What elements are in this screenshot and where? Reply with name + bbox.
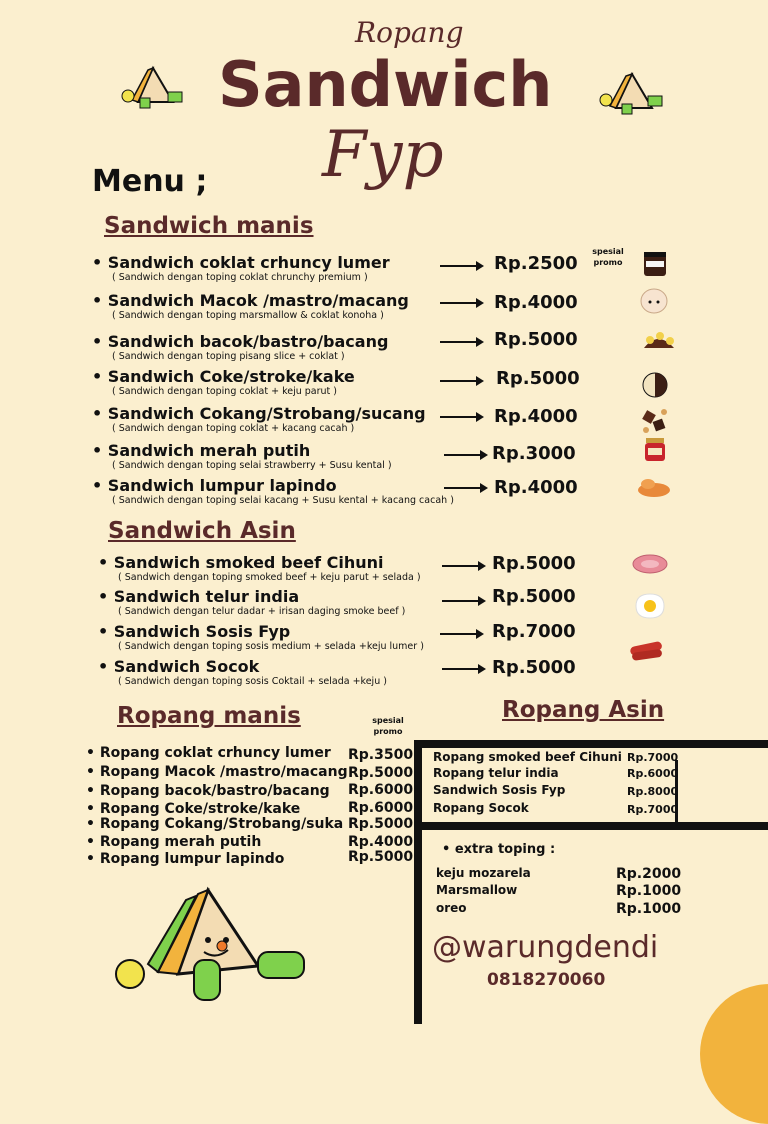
sandwich-mascot-icon (598, 68, 668, 116)
peanut-butter-icon (634, 474, 674, 500)
arrow-icon (440, 380, 482, 382)
list-item-name: • Ropang coklat crhuncy lumer (86, 745, 331, 761)
list-item-price: Rp.3500 (348, 747, 414, 763)
list-item-price: Rp.7000 (627, 751, 679, 764)
item-desc: ( Sandwich dengan toping sosis medium + selada +keju lumer ) (118, 641, 424, 652)
chocolate-cheese-icon (640, 370, 670, 400)
section-title-sandwich-manis: Sandwich manis (104, 213, 314, 239)
item-price: Rp.5000 (496, 368, 580, 389)
item-price: Rp.5000 (492, 586, 576, 607)
sandwich-mascot-icon (108, 884, 308, 1014)
item-name: • Sandwich coklat crhuncy lumer (92, 253, 472, 272)
item-desc: ( Sandwich dengan toping selai kacang + Susu kental + kacang cacah ) (112, 495, 454, 506)
item-price: Rp.5000 (492, 657, 576, 678)
item-name: • Sandwich Sosis Fyp (98, 622, 478, 641)
menu-item (98, 553, 478, 583)
brand-fyp-title: Fyp (322, 118, 444, 192)
arrow-icon (442, 600, 484, 602)
item-name: • Sandwich bacok/bastro/bacang (92, 332, 472, 351)
smoked-beef-icon (630, 550, 670, 576)
item-desc: ( Sandwich dengan telur dadar + irisan daging smoke beef ) (118, 606, 406, 617)
contact-handle: @warungdendi (432, 930, 659, 965)
sandwich-mascot-icon (118, 62, 188, 110)
item-price: Rp.4000 (494, 406, 578, 427)
marshmallow-icon (638, 286, 670, 316)
corner-decoration (700, 984, 768, 1124)
item-name: • Sandwich merah putih (92, 441, 472, 460)
menu-item (98, 587, 478, 617)
chocolate-peanut-icon (636, 404, 672, 438)
list-item-price: Rp.6000 (348, 782, 414, 798)
list-item-name: • Ropang bacok/bastro/bacang (86, 783, 330, 799)
list-item-name: Sandwich Sosis Fyp (433, 783, 566, 797)
item-desc: ( Sandwich dengan toping marsmallow & coklat konoha ) (112, 310, 384, 321)
list-item-name: • Ropang lumpur lapindo (86, 851, 284, 867)
arrow-icon (440, 302, 482, 304)
list-item-price: Rp.5000 (348, 765, 414, 781)
item-name: • Sandwich telur india (98, 587, 478, 606)
menu-label: Menu ; (92, 164, 208, 199)
list-item-price: Rp.8000 (627, 785, 679, 798)
list-item-price: Rp.5000 (348, 849, 414, 865)
item-price: Rp.5000 (494, 329, 578, 350)
arrow-icon (440, 341, 482, 343)
menu-item (92, 291, 472, 321)
list-item-price: Rp.1000 (616, 883, 682, 899)
brand-main-title: Sandwich (218, 48, 553, 121)
divider (414, 740, 422, 1024)
item-desc: ( Sandwich dengan toping coklat + keju parut ) (112, 386, 338, 397)
list-item-price: Rp.7000 (627, 803, 679, 816)
list-item-price: Rp.4000 (348, 834, 414, 850)
list-item-price: Rp.6000 (627, 767, 679, 780)
menu-item (92, 441, 472, 471)
section-title-ropang-manis: Ropang manis (117, 703, 301, 729)
arrow-icon (440, 265, 482, 267)
section-title-sandwich-asin: Sandwich Asin (108, 518, 296, 544)
section-title-ropang-asin: Ropang Asin (502, 697, 665, 723)
item-price: Rp.2500 (494, 253, 578, 274)
promo-label: spesial promo (372, 716, 404, 736)
menu-item (92, 367, 472, 397)
arrow-icon (440, 416, 482, 418)
contact-phone: 0818270060 (487, 970, 606, 990)
chocolate-jar-icon (640, 248, 670, 278)
item-desc: ( Sandwich dengan toping coklat chrunchy premium ) (112, 272, 368, 283)
extra-title-text: extra toping : (454, 842, 556, 857)
item-desc: ( Sandwich dengan toping pisang slice + coklat ) (112, 351, 345, 362)
arrow-icon (444, 487, 486, 489)
list-item-price: Rp.2000 (616, 866, 682, 882)
list-item-name: • Ropang Coke/stroke/kake (86, 801, 300, 817)
brand-small-title: Ropang (355, 16, 464, 49)
arrow-icon (442, 565, 484, 567)
item-name: • Sandwich Socok (98, 657, 478, 676)
divider (414, 822, 768, 830)
fried-egg-icon (632, 590, 668, 622)
list-item-name: oreo (436, 901, 467, 915)
promo-label: spesial promo (592, 247, 624, 267)
extra-title: • extra toping : (442, 842, 556, 857)
list-item-name: • Ropang merah putih (86, 834, 261, 850)
list-item-name: Ropang Socok (433, 801, 529, 815)
arrow-icon (440, 633, 482, 635)
list-item-name: Ropang telur india (433, 766, 559, 780)
menu-item (92, 332, 472, 362)
sausage-icon (628, 636, 666, 664)
list-item-name: Ropang smoked beef Cihuni (433, 750, 622, 764)
menu-item (92, 404, 472, 434)
list-item-price: Rp.5000 (348, 816, 414, 832)
item-desc: ( Sandwich dengan toping coklat + kacang cacah ) (112, 423, 355, 434)
arrow-icon (442, 668, 484, 670)
item-price: Rp.5000 (492, 553, 576, 574)
item-desc: ( Sandwich dengan toping smoked beef + keju parut + selada ) (118, 572, 421, 583)
item-desc: ( Sandwich dengan toping selai strawberry + Susu kental ) (112, 460, 392, 471)
menu-item (98, 657, 478, 687)
list-item-name: Marsmallow (436, 883, 518, 897)
arrow-icon (444, 454, 486, 456)
menu-item (92, 253, 472, 283)
banana-chocolate-icon (640, 328, 678, 356)
list-item-name: keju mozarela (436, 866, 531, 880)
item-name: • Sandwich Macok /mastro/macang (92, 291, 472, 310)
item-name: • Sandwich smoked beef Cihuni (98, 553, 478, 572)
strawberry-jam-icon (642, 436, 668, 464)
item-name: • Sandwich lumpur lapindo (92, 476, 492, 495)
item-name: • Sandwich Coke/stroke/kake (92, 367, 472, 386)
list-item-price: Rp.1000 (616, 901, 682, 917)
item-desc: ( Sandwich dengan toping sosis Coktail + selada +keju ) (118, 676, 387, 687)
item-price: Rp.3000 (492, 443, 576, 464)
item-name: • Sandwich Cokang/Strobang/sucang (92, 404, 472, 423)
list-item-name: • Ropang Macok /mastro/macang (86, 764, 348, 780)
list-item-name: • Ropang Cokang/Strobang/suka (86, 816, 343, 832)
item-price: Rp.4000 (494, 292, 578, 313)
item-price: Rp.4000 (494, 477, 578, 498)
menu-item (92, 476, 492, 506)
item-price: Rp.7000 (492, 621, 576, 642)
list-item-price: Rp.6000 (348, 800, 414, 816)
divider (414, 740, 768, 748)
menu-item (98, 622, 478, 652)
